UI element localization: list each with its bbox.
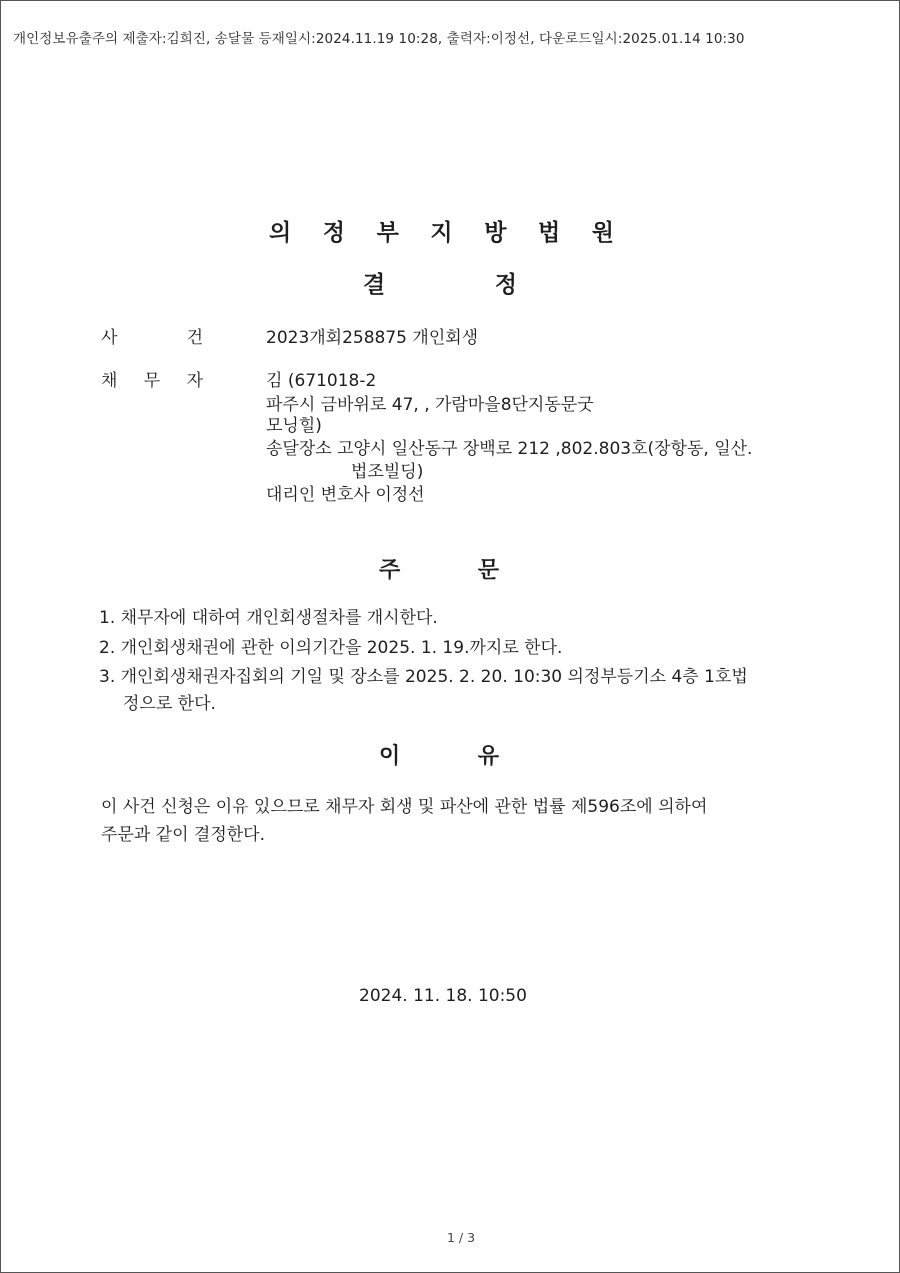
debtor-address-line1: 파주시 금바위로 47, , 가람마을8단지동문굿 [266,395,594,415]
order-item: 2. 개인회생채권에 관한 이의기간을 2025. 1. 19.까지로 한다. [99,638,563,658]
order-item: 1. 채무자에 대하여 개인회생절차를 개시한다. [99,608,438,628]
reason-text-line1: 이 사건 신청은 이유 있으므로 채무자 회생 및 파산에 관한 법률 제596조에 의하여 [101,797,708,817]
debtor-address-line2: 모닝힐) [266,416,322,436]
court-name-char: 지 [430,220,453,246]
doc-type-char: 결 [363,272,386,298]
service-address-line2: 법조빌딩) [351,462,424,482]
service-address-line1: 송달장소 고양시 일산동구 장백로 212 ,802.803호(장항동, 일산. [266,439,753,459]
case-label [101,323,203,348]
order-item-continuation: 정으로 한다. [123,694,216,714]
court-name-char: 의 [269,220,292,246]
debtor-label-char: 무 [143,371,161,391]
court-name-char: 원 [591,220,614,246]
reason-heading-char: 유 [477,744,499,769]
reason-heading [379,739,499,770]
court-name-char: 법 [537,220,561,246]
order-heading [379,553,499,584]
case-number: 2023개회258875 개인회생 [266,328,479,348]
court-name-char: 방 [484,220,507,246]
page-number: 1 / 3 [447,1230,476,1245]
court-name [269,214,614,247]
reason-heading-char: 이 [379,744,401,769]
reason-text-line2: 주문과 같이 결정한다. [101,825,266,845]
case-label-char: 사 [101,328,118,348]
debtor-label [101,366,203,391]
decision-date: 2024. 11. 18. 10:50 [359,986,527,1006]
download-header: 개인정보유출주의 제출자:김희진, 송달물 등재일시:2024.11.19 10:28, 출력자:이정선, 다운로드일시:2025.01.14 10:30 [13,31,745,47]
order-heading-char: 문 [477,558,499,583]
doc-type-char: 정 [494,272,517,298]
debtor-label-char: 자 [186,371,203,391]
order-heading-char: 주 [379,558,401,583]
court-name-char: 정 [322,220,346,246]
order-item: 3. 개인회생채권자집회의 기일 및 장소를 2025. 2. 20. 10:30 의정부등기소 4층 1호법 [99,667,748,687]
court-name-char: 부 [376,220,399,246]
debtor-label-char: 채 [101,371,118,391]
document-type-title [363,266,517,299]
debtor-agent: 대리인 변호사 이정선 [266,485,425,505]
debtor-name: 김 (671018-2 [266,371,377,391]
case-label-char: 건 [186,328,203,348]
